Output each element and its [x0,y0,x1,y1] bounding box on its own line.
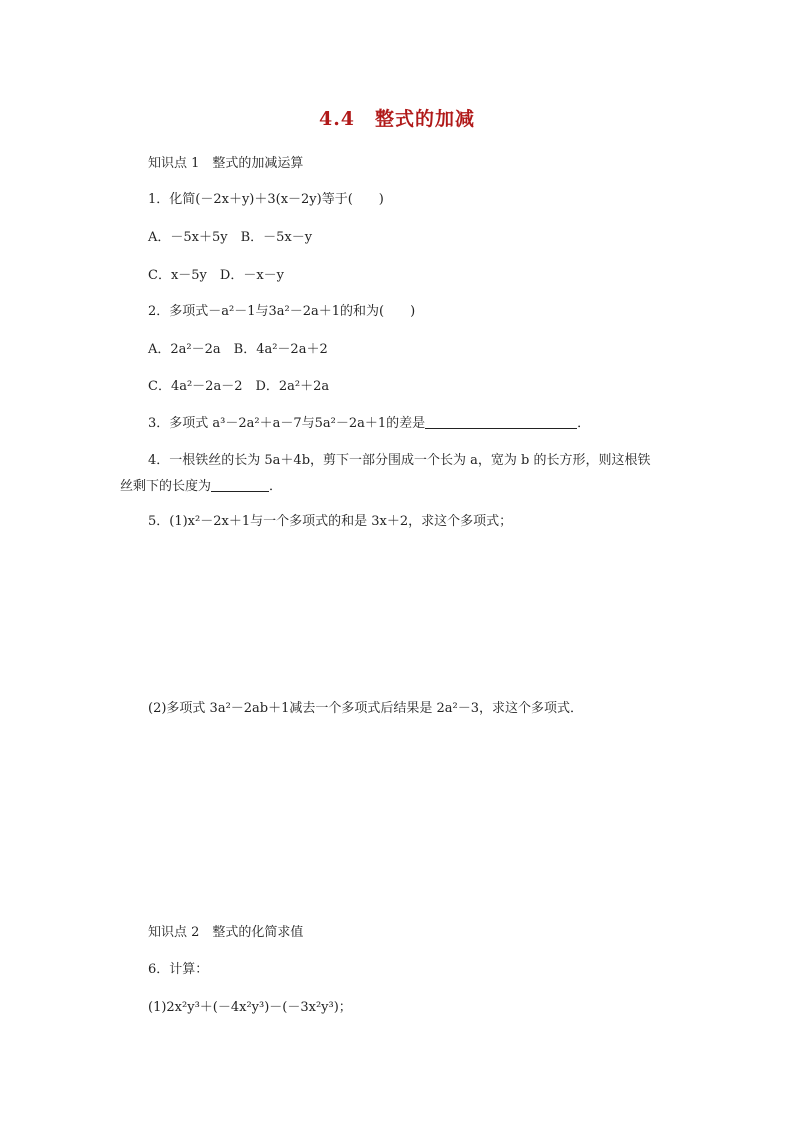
question-4-line-1: 4．一根铁丝的长为 5a＋4b，剪下一部分围成一个长为 a，宽为 b 的长方形，则这根铁 [148,453,651,468]
section-heading-2: 知识点 2 整式的化简求值 [148,925,304,940]
question-4-line-2: 丝剩下的长度为 [120,479,212,494]
question-5-part-1: 5．(1)x²－2x＋1与一个多项式的和是 3x＋2，求这个多项式； [148,514,513,529]
page-title: 4.4 整式的加减 [318,108,476,130]
question-2-options-cd: C．4a²－2a－2 D．2a²＋2a [148,379,330,394]
question-4-end: ． [269,479,283,494]
question-6-part-1: (1)2x²y³＋(－4x²y³)－(－3x²y³)； [148,1000,352,1015]
question-4-line-2-wrap [120,474,678,500]
question-4 [120,448,678,500]
question-2-options-ab: A．2a²－2a B．4a²－2a＋2 [148,342,328,357]
question-2-stem: 2．多项式－a²－1与3a²－2a＋1的和为( ) [148,304,416,319]
question-1-stem: 1．化简(－2x＋y)＋3(x－2y)等于( ) [148,192,384,207]
answer-blank [211,477,269,492]
question-1-options-cd: C．x－5y D．－x－y [148,268,284,283]
question-3-stem: 3．多项式 a³－2a²＋a－7与5a²－2a＋1的差是 [148,416,426,431]
question-3 [148,414,590,434]
question-1-options-ab: A．－5x＋5y B．－5x－y [148,230,313,245]
answer-blank [425,414,577,429]
question-3-end: ． [577,416,591,431]
section-heading-1: 知识点 1 整式的加减运算 [148,156,304,171]
question-5-part-2: (2)多项式 3a²－2ab＋1减去一个多项式后结果是 2a²－3，求这个多项式． [148,701,584,716]
question-6-stem: 6．计算： [148,962,209,977]
